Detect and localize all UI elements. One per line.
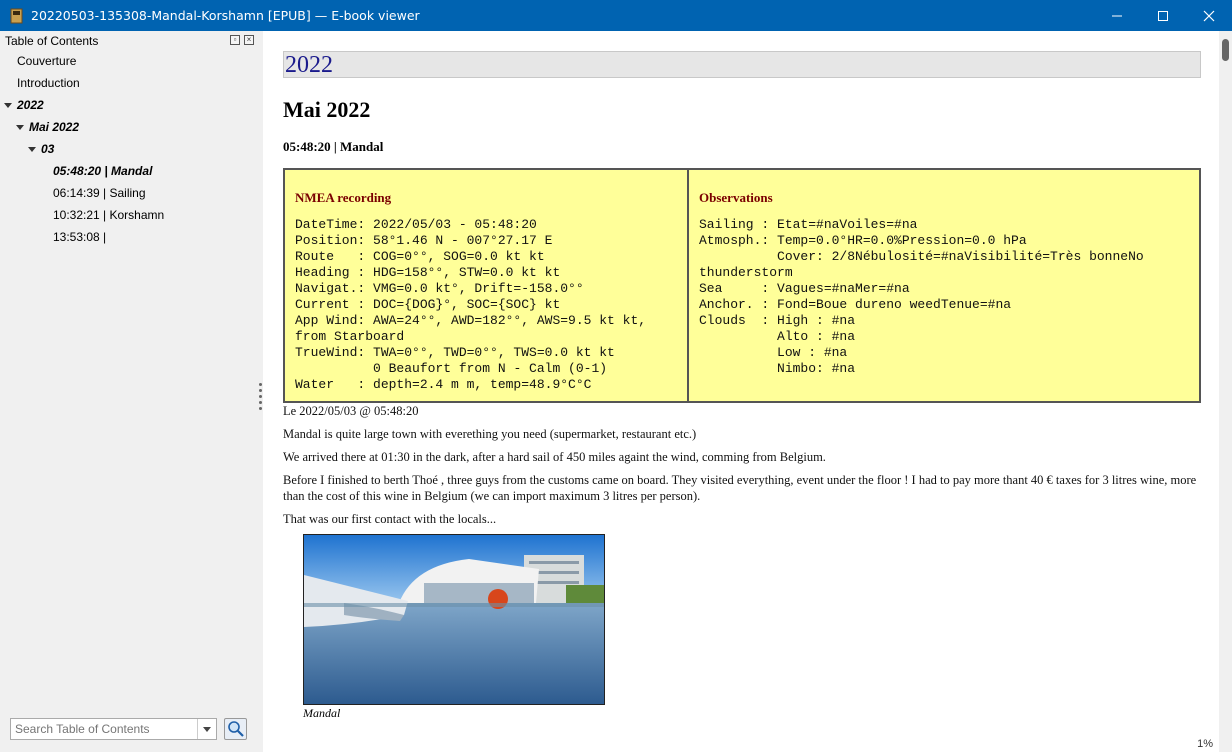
- minimize-icon: [1111, 10, 1123, 22]
- close-panel-button[interactable]: ×: [244, 35, 254, 45]
- nmea-text: DateTime: 2022/05/03 - 05:48:20 Position: 58°1.46 N - 007°27.17 E Route : COG=0°°, SOG=0.0 kt kt Heading : HDG=158°°, STW=0.0 kt kt Navigat.: VMG=0.0 kt°, Drift=-158.0°° Current : DOC={DOG}°, SOC={SOC} kt App Wind: AWA=24°°, AWD=182°°, AWS=9.5 kt kt, from Starboard TrueWind: TWA=0°°, TWD=0°°, TWS=0.0 kt kt 0 Beaufort from N - Calm (0-1) Water : depth=2.4 m m, temp=48.9°C°C: [295, 217, 647, 392]
- expand-arrow-icon[interactable]: [28, 147, 36, 152]
- toc-item-03[interactable]: 03: [41, 142, 55, 156]
- nmea-title: NMEA recording: [295, 190, 392, 205]
- date-line: Le 2022/05/03 @ 05:48:20: [283, 404, 419, 418]
- nmea-table: [283, 168, 1201, 403]
- toc-item-2022[interactable]: 2022: [17, 98, 44, 112]
- reading-progress: 1%: [1197, 738, 1213, 750]
- paragraph: Before I finished to berth Thoé , three guys from the customs came on board. They visited everything, event under the floor ! I had to pay more thant 40 € taxes for 3 litres wine, more than the cost of this wine in Belgium (we can import maximum 3 litres per person).: [283, 473, 1197, 503]
- paragraph: We arrived there at 01:30 in the dark, after a hard sail of 450 miles againt the wind, comming from Belgium.: [283, 450, 826, 464]
- scrollbar-thumb[interactable]: [1222, 39, 1229, 61]
- toc-item-mandal[interactable]: 05:48:20 | Mandal: [53, 164, 153, 178]
- month-heading: Mai 2022: [283, 97, 371, 122]
- minimize-button[interactable]: [1094, 0, 1140, 31]
- toc-search-combobox[interactable]: [10, 718, 217, 740]
- toc-item-couverture[interactable]: Couverture: [17, 54, 77, 68]
- toc-search-input[interactable]: [11, 719, 199, 739]
- observations-title: Observations: [699, 190, 773, 205]
- float-panel-button[interactable]: ▫: [230, 35, 240, 45]
- window-title: 20220503-135308-Mandal-Korshamn [EPUB] — E-book viewer: [31, 8, 420, 23]
- toc-sidebar: [0, 31, 257, 752]
- close-icon: [1203, 10, 1215, 22]
- window-titlebar: [0, 0, 1232, 31]
- book-app-icon: [10, 8, 24, 24]
- vertical-scrollbar[interactable]: [1219, 31, 1232, 752]
- search-icon: [225, 719, 246, 739]
- photo-caption: Mandal: [303, 706, 341, 720]
- mandal-photo: [303, 534, 605, 705]
- entry-heading: 05:48:20 | Mandal: [283, 139, 384, 154]
- toc-item-mai-2022[interactable]: Mai 2022: [29, 120, 80, 134]
- toc-header: Table of Contents: [5, 34, 99, 48]
- expand-arrow-icon[interactable]: [4, 103, 12, 108]
- toc-item-introduction[interactable]: Introduction: [17, 76, 80, 90]
- toc-item-sailing[interactable]: 06:14:39 | Sailing: [53, 186, 146, 200]
- close-button[interactable]: [1186, 0, 1232, 31]
- paragraph: That was our first contact with the locals...: [283, 512, 497, 526]
- nmea-recording-cell: [285, 170, 689, 401]
- expand-arrow-icon[interactable]: [16, 125, 24, 130]
- observations-cell: [689, 170, 1199, 401]
- search-history-dropdown[interactable]: [197, 719, 216, 739]
- observations-text: Sailing : Etat=#naVoiles=#na Atmosph.: Temp=0.0°HR=0.0%Pression=0.0 hPa Cover: 2/8Nébulosité=#naVisibilité=Très bonneNo thunderstorm Sea : Vagues=#naMer=#na Anchor. : Fond=Boue dureno weedTenue=#na Clouds : High : #na Alto : #na Low : #na Nimbo: #na: [699, 217, 1144, 376]
- toc-item-korshamn[interactable]: 10:32:21 | Korshamn: [53, 208, 165, 222]
- book-content: [263, 31, 1219, 752]
- toc-item-135308[interactable]: 13:53:08 |: [53, 230, 107, 244]
- year-heading: 2022: [283, 51, 1201, 78]
- search-button[interactable]: [224, 718, 247, 740]
- paragraph: Mandal is quite large town with everething you need (supermarket, restaurant etc.): [283, 427, 697, 441]
- maximize-button[interactable]: [1140, 0, 1186, 31]
- maximize-icon: [1157, 10, 1169, 22]
